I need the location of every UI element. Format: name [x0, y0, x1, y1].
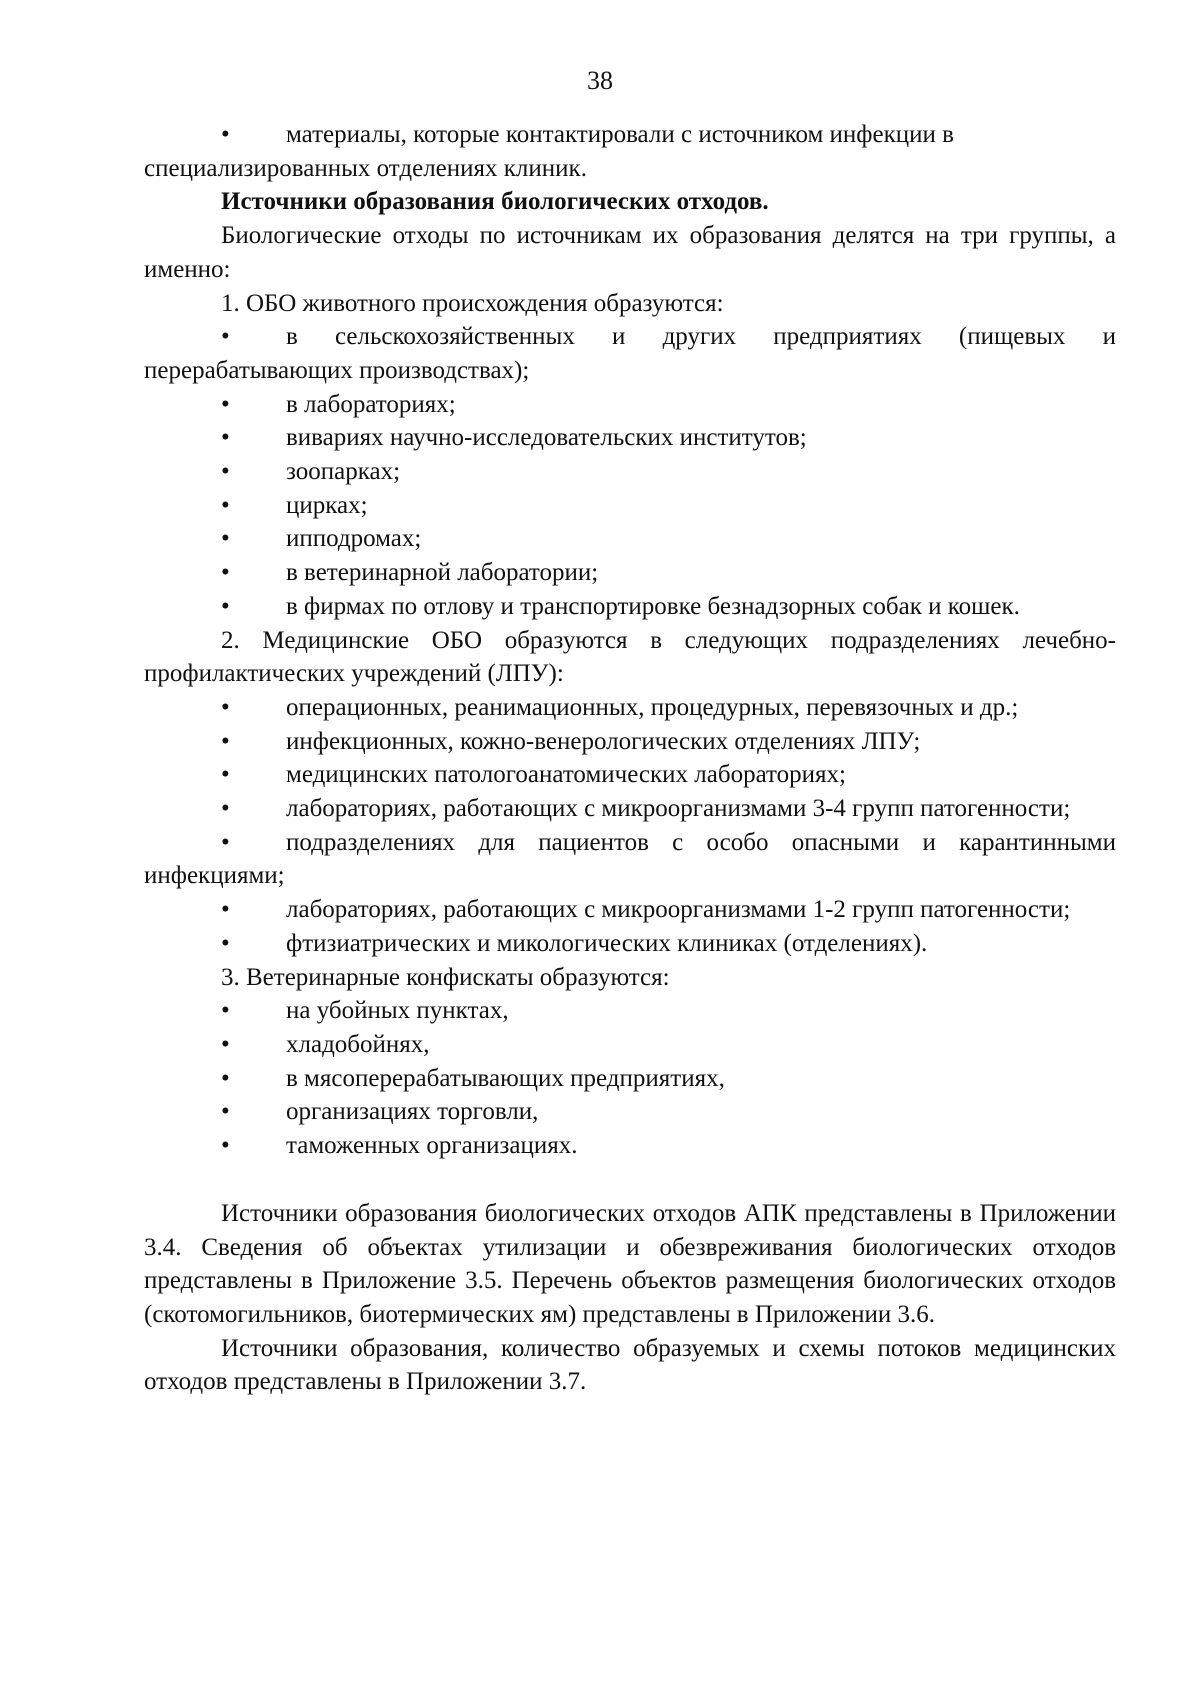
list-item — [144, 1129, 1116, 1163]
list-item-text: таможенных организациях. — [286, 1132, 578, 1160]
list-item-text: фтизиатрических и микологических клиниках (отделениях). — [286, 929, 928, 957]
list-item — [144, 893, 1116, 927]
bullet-marker: • — [221, 525, 230, 553]
list-item — [144, 792, 1116, 826]
bullet-marker: • — [221, 1064, 230, 1092]
list-item-text: в сельскохозяйственных и других предприятиях (пищевых и перерабатывающих производствах); — [144, 323, 1116, 384]
bullet-marker: • — [221, 693, 230, 721]
list-item — [144, 421, 1116, 455]
list-item-text: в ветеринарной лаборатории; — [286, 559, 599, 587]
list-item — [144, 725, 1116, 759]
bullet-marker: • — [221, 121, 230, 148]
bullet-marker: • — [221, 424, 230, 452]
intro-list-item — [144, 118, 1116, 152]
closing-paragraph-1: Источники образования биологических отходов АПК представлены в Приложении 3.4. Сведения об объектах утилизации и обезвреживания биологических отходов представлены в Приложение 3.5. Перечень объектов размещения биологических отходов (скотомогильников, биотермических ям) представлены в Приложении 3.6. — [144, 1199, 1116, 1328]
closing-paragraph-2: Источники образования, количество образуемых и схемы потоков медицинских отходов представлены в Приложении 3.7. — [144, 1334, 1116, 1396]
bullet-marker: • — [221, 795, 230, 823]
bullet-marker: • — [221, 390, 230, 418]
bullet-marker: • — [221, 559, 230, 587]
list-item-text: в лабораториях; — [286, 390, 456, 418]
list-item — [144, 455, 1116, 489]
bullet-marker: • — [221, 929, 230, 957]
list-item-text: на убойных пунктах, — [286, 997, 509, 1025]
bullet-marker: • — [221, 1098, 230, 1126]
group1-title: 1. ОБО животного происхождения образуются: — [221, 289, 724, 317]
intro-list-item-line2: специализированных отделениях клиник. — [144, 154, 587, 182]
section-heading: Источники образования биологических отходов. — [221, 188, 769, 216]
group3-title: 3. Ветеринарные конфискаты образуются: — [221, 963, 670, 991]
list-item-text: инфекционных, кожно-венерологических отделениях ЛПУ; — [286, 727, 921, 755]
paragraph-gap — [144, 1163, 1116, 1197]
group1-list — [144, 320, 1116, 623]
bullet-marker: • — [221, 1132, 230, 1160]
list-item — [144, 1028, 1116, 1062]
intro-paragraph: Биологические отходы по источникам их образования делятся на три группы, а именно: — [144, 222, 1116, 283]
page-number: 38 — [587, 66, 613, 95]
list-item-text: цирках; — [286, 491, 368, 519]
list-item — [144, 522, 1116, 556]
bullet-marker: • — [221, 828, 230, 856]
list-item — [144, 927, 1116, 961]
group3-list — [144, 994, 1116, 1163]
list-item-text: подразделениях для пациентов с особо опасными и карантинными инфекциями; — [144, 828, 1116, 890]
list-item-text: вивариях научно-исследовательских институтов; — [286, 424, 807, 452]
list-item — [144, 1062, 1116, 1096]
bullet-marker: • — [221, 896, 230, 924]
bullet-marker: • — [221, 997, 230, 1025]
list-item-text: операционных, реанимационных, процедурных, перевязочных и др.; — [286, 693, 1019, 721]
list-item-text: зоопарках; — [286, 458, 401, 486]
bullet-marker: • — [221, 761, 230, 789]
list-item-text: хладобойнях, — [286, 1030, 430, 1058]
list-item — [144, 758, 1116, 792]
bullet-marker: • — [221, 458, 230, 486]
list-item — [144, 489, 1116, 523]
list-item-text: лабораториях, работающих с микроорганизмами 1-2 групп патогенности; — [286, 896, 1071, 924]
bullet-marker: • — [221, 323, 230, 351]
intro-list-item-line1: материалы, которые контактировали с источником инфекции в — [286, 121, 954, 148]
list-item-text: медицинских патологоанатомических лабораториях; — [286, 761, 846, 789]
list-item-text: в фирмах по отлову и транспортировке безнадзорных собак и кошек. — [286, 592, 1020, 620]
bullet-marker: • — [221, 1030, 230, 1058]
bullet-marker: • — [221, 727, 230, 755]
list-item-text: организациях торговли, — [286, 1098, 539, 1126]
list-item — [144, 320, 1116, 387]
list-item — [144, 556, 1116, 590]
list-item — [144, 691, 1116, 725]
list-item — [144, 590, 1116, 624]
group2-list — [144, 691, 1116, 961]
bullet-marker: • — [221, 491, 230, 519]
list-item — [144, 388, 1116, 422]
bullet-marker: • — [221, 592, 230, 620]
list-item — [144, 826, 1116, 893]
list-item-text: лабораториях, работающих с микроорганизмами 3-4 групп патогенности; — [286, 795, 1071, 823]
list-item-text: ипподромах; — [286, 525, 422, 553]
list-item-text: в мясоперерабатывающих предприятиях, — [286, 1064, 725, 1092]
list-item — [144, 1095, 1116, 1129]
group2-title: 2. Медицинские ОБО образуются в следующих подразделениях лечебно-профилактических учреждений (ЛПУ): — [144, 626, 1116, 688]
document-body — [144, 118, 1116, 1399]
list-item — [144, 994, 1116, 1028]
